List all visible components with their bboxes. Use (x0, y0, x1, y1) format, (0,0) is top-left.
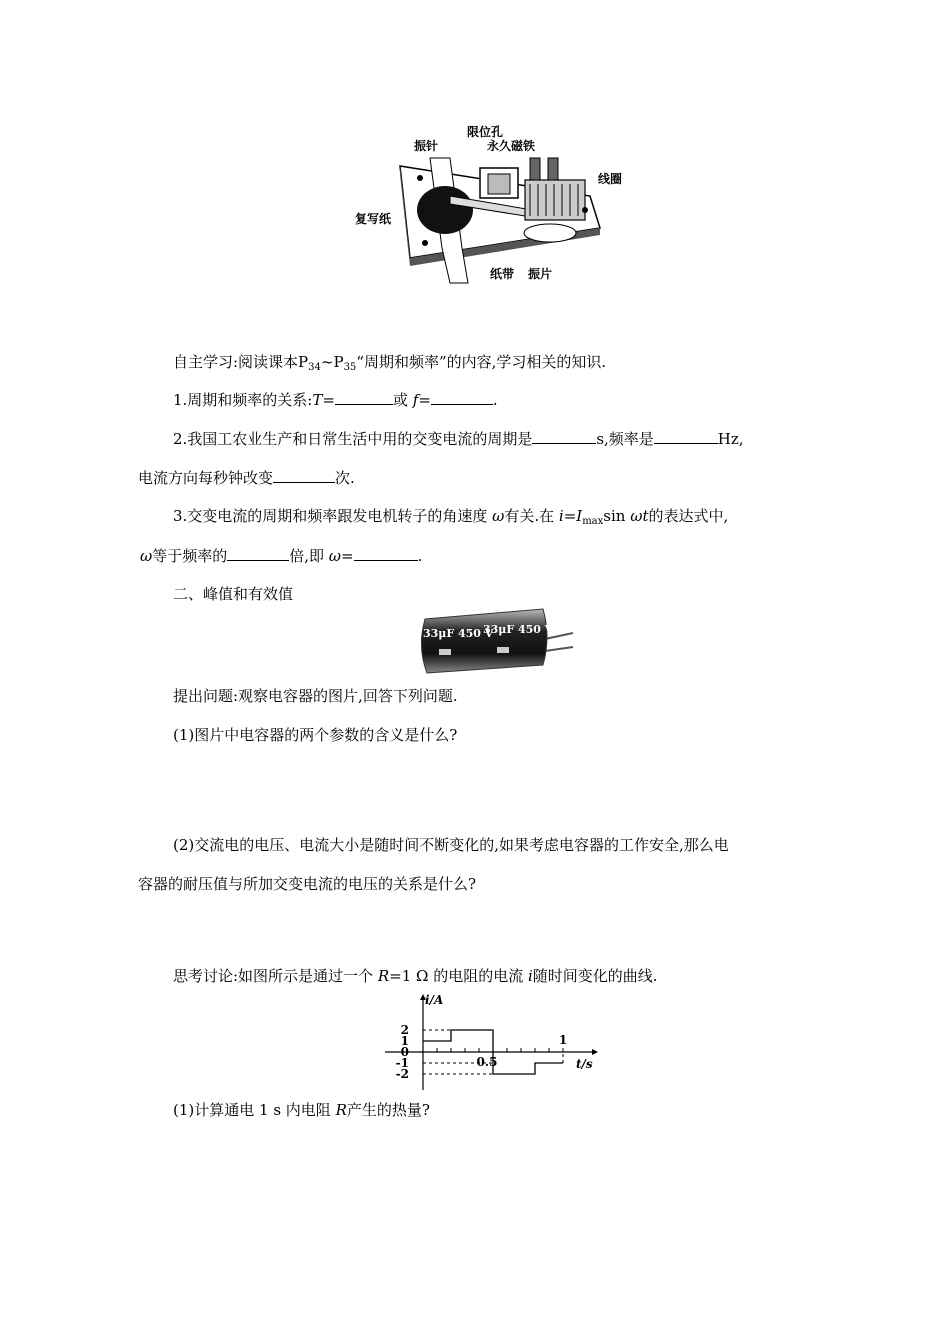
ask-1: (1)图片中电容器的两个参数的含义是什么? (173, 726, 458, 744)
answer-blank[interactable] (431, 389, 493, 405)
x-tick-label: 1 (558, 1033, 568, 1047)
capacitor-label-right: 33μF 450 V (483, 623, 554, 636)
y-tick-label: 2 (400, 1023, 409, 1037)
y-axis-label: i/A (425, 993, 444, 1007)
label-zhidai: 纸带 (490, 267, 515, 281)
x-axis-arrow (592, 1049, 598, 1055)
answer-blank[interactable] (532, 428, 596, 444)
label-xianweikong: 限位孔 (467, 125, 504, 139)
label-zhenzhen: 振针 (414, 139, 439, 153)
answer-blank[interactable] (354, 545, 418, 561)
label-yongjiucitie: 永久磁铁 (487, 139, 536, 153)
y-tick-label: 0 (400, 1045, 409, 1059)
section-heading: 二、峰值和有效值 (173, 585, 294, 603)
discussion-line: 思考讨论:如图所示是通过一个 R=1 Ω 的电阻的电流 i随时间变化的曲线. (173, 967, 658, 985)
capacitor-figure (415, 607, 575, 675)
label-zhenpian: 振片 (528, 267, 553, 281)
x-tick-label: 0.5 (476, 1055, 498, 1069)
y-tick-label: -1 (395, 1056, 409, 1070)
electromagnetic-timer-figure (350, 118, 623, 283)
x-axis-label: t/s (576, 1057, 593, 1071)
answer-blank[interactable] (273, 467, 335, 483)
ask-question: 提出问题:观察电容器的图片,回答下列问题. (173, 687, 458, 705)
capacitor-label-left: 33μF 450 V (423, 627, 494, 640)
question-3-line-2: ω等于频率的 倍,即 ω= . (140, 547, 423, 565)
current-time-chart (380, 992, 600, 1092)
y-tick-label: -2 (395, 1067, 409, 1081)
question-2-line-2: 电流方向每秒钟改变 次. (138, 469, 355, 487)
answer-blank[interactable] (654, 428, 718, 444)
answer-blank[interactable] (335, 389, 393, 405)
ask-2-line-1: (2)交流电的电压、电流大小是随时间不断变化的,如果考虑电容器的工作安全,那么电 (173, 836, 729, 854)
y-tick-label: 1 (400, 1034, 409, 1048)
self-study-line: 自主学习:阅读课本$P_{34}\sim P_{35}“$周期和频率”的内容,学习相关的知识. (173, 353, 607, 373)
label-fuxiezhi: 复写纸 (355, 212, 392, 226)
question-1: 1.周期和频率的关系:T= 或 f= . (173, 391, 498, 409)
answer-blank[interactable] (227, 545, 289, 561)
calc-1: (1)计算通电 1 s 内电阻 R产生的热量? (173, 1101, 430, 1119)
label-xianquan: 线圈 (598, 172, 623, 186)
question-2-line-1: 2.我国工农业生产和日常生活中用的交变电流的周期是 s,频率是 Hz, (173, 430, 744, 448)
question-3-line-1: 3.交变电流的周期和频率跟发电机转子的角速度 ω有关.在 $i=I_{max}\sin$ ωt的表达式中, (173, 507, 729, 527)
ask-2-line-2: 容器的耐压值与所加交变电流的电压的关系是什么? (138, 875, 477, 893)
